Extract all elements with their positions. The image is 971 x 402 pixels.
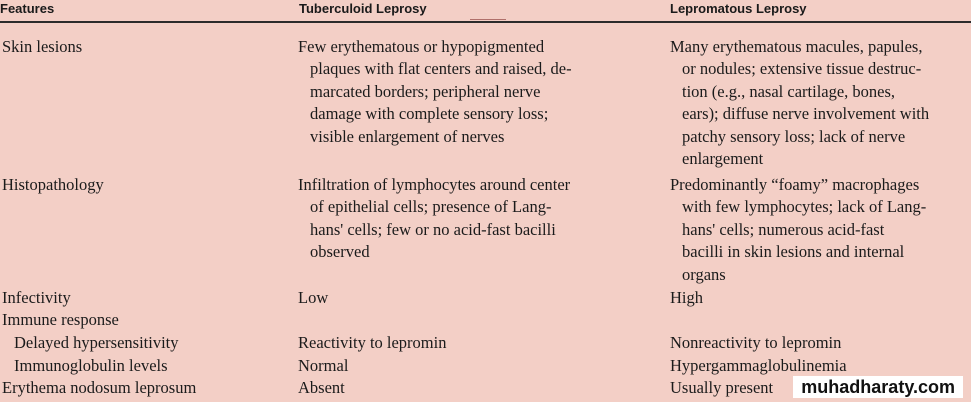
feature-erythema-nodosum-leprosum: Erythema nodosum leprosum bbox=[2, 378, 197, 397]
header-tuberculoid: Tuberculoid Leprosy bbox=[299, 1, 427, 16]
header-lepromatous: Lepromatous Leprosy bbox=[670, 1, 807, 16]
tuberculoid-delayed-hypersensitivity: Reactivity to lepromin bbox=[298, 333, 447, 352]
feature-infectivity: Infectivity bbox=[2, 288, 71, 307]
lepromatous-skin-lesions: Many erythematous macules, papules, or nodules; extensive tissue destruc- tion (e.g., nasal cartilage, bones, ears); diffuse nerve involvement with patchy sensory loss; lack of nerve enlargement bbox=[670, 37, 930, 169]
feature-delayed-hypersensitivity: Delayed hypersensitivity bbox=[14, 333, 179, 352]
header-rule bbox=[0, 21, 971, 23]
tuberculoid-immunoglobulin-levels: Normal bbox=[298, 356, 349, 375]
tuberculoid-infectivity: Low bbox=[298, 288, 329, 307]
table-header bbox=[0, 0, 971, 18]
lepromatous-delayed-hypersensitivity: Nonreactivity to lepromin bbox=[670, 333, 842, 352]
lepromatous-immunoglobulin-levels: Hypergammaglobulinemia bbox=[670, 356, 847, 375]
watermark-label: muhadharaty.com bbox=[793, 376, 963, 398]
lepromatous-infectivity: High bbox=[670, 288, 703, 307]
feature-skin-lesions: Skin lesions bbox=[2, 37, 83, 56]
feature-histopathology: Histopathology bbox=[2, 175, 104, 194]
tuberculoid-erythema-nodosum-leprosum: Absent bbox=[298, 378, 345, 397]
feature-immune-response: Immune response bbox=[2, 310, 119, 329]
tuberculoid-histopathology: Infiltration of lymphocytes around center of epithelial cells; presence of Lang- hans' cells; few or no acid-fast bacilli observed bbox=[298, 175, 571, 262]
tuberculoid-skin-lesions: Few erythematous or hypopigmented plaques with flat centers and raised, de- marcated borders; peripheral nerve damage with complete sensory loss; visible enlargement of nerves bbox=[298, 37, 572, 146]
lepromatous-histopathology: Predominantly “foamy” macrophages with few lymphocytes; lack of Lang- hans' cells; numerous acid-fast bacilli in skin lesions and internal organs bbox=[670, 175, 927, 284]
scan-mark bbox=[470, 19, 506, 20]
lepromatous-erythema-nodosum-leprosum: Usually present bbox=[670, 378, 774, 397]
feature-immunoglobulin-levels: Immunoglobulin levels bbox=[14, 356, 168, 375]
header-features: Features bbox=[0, 1, 55, 16]
